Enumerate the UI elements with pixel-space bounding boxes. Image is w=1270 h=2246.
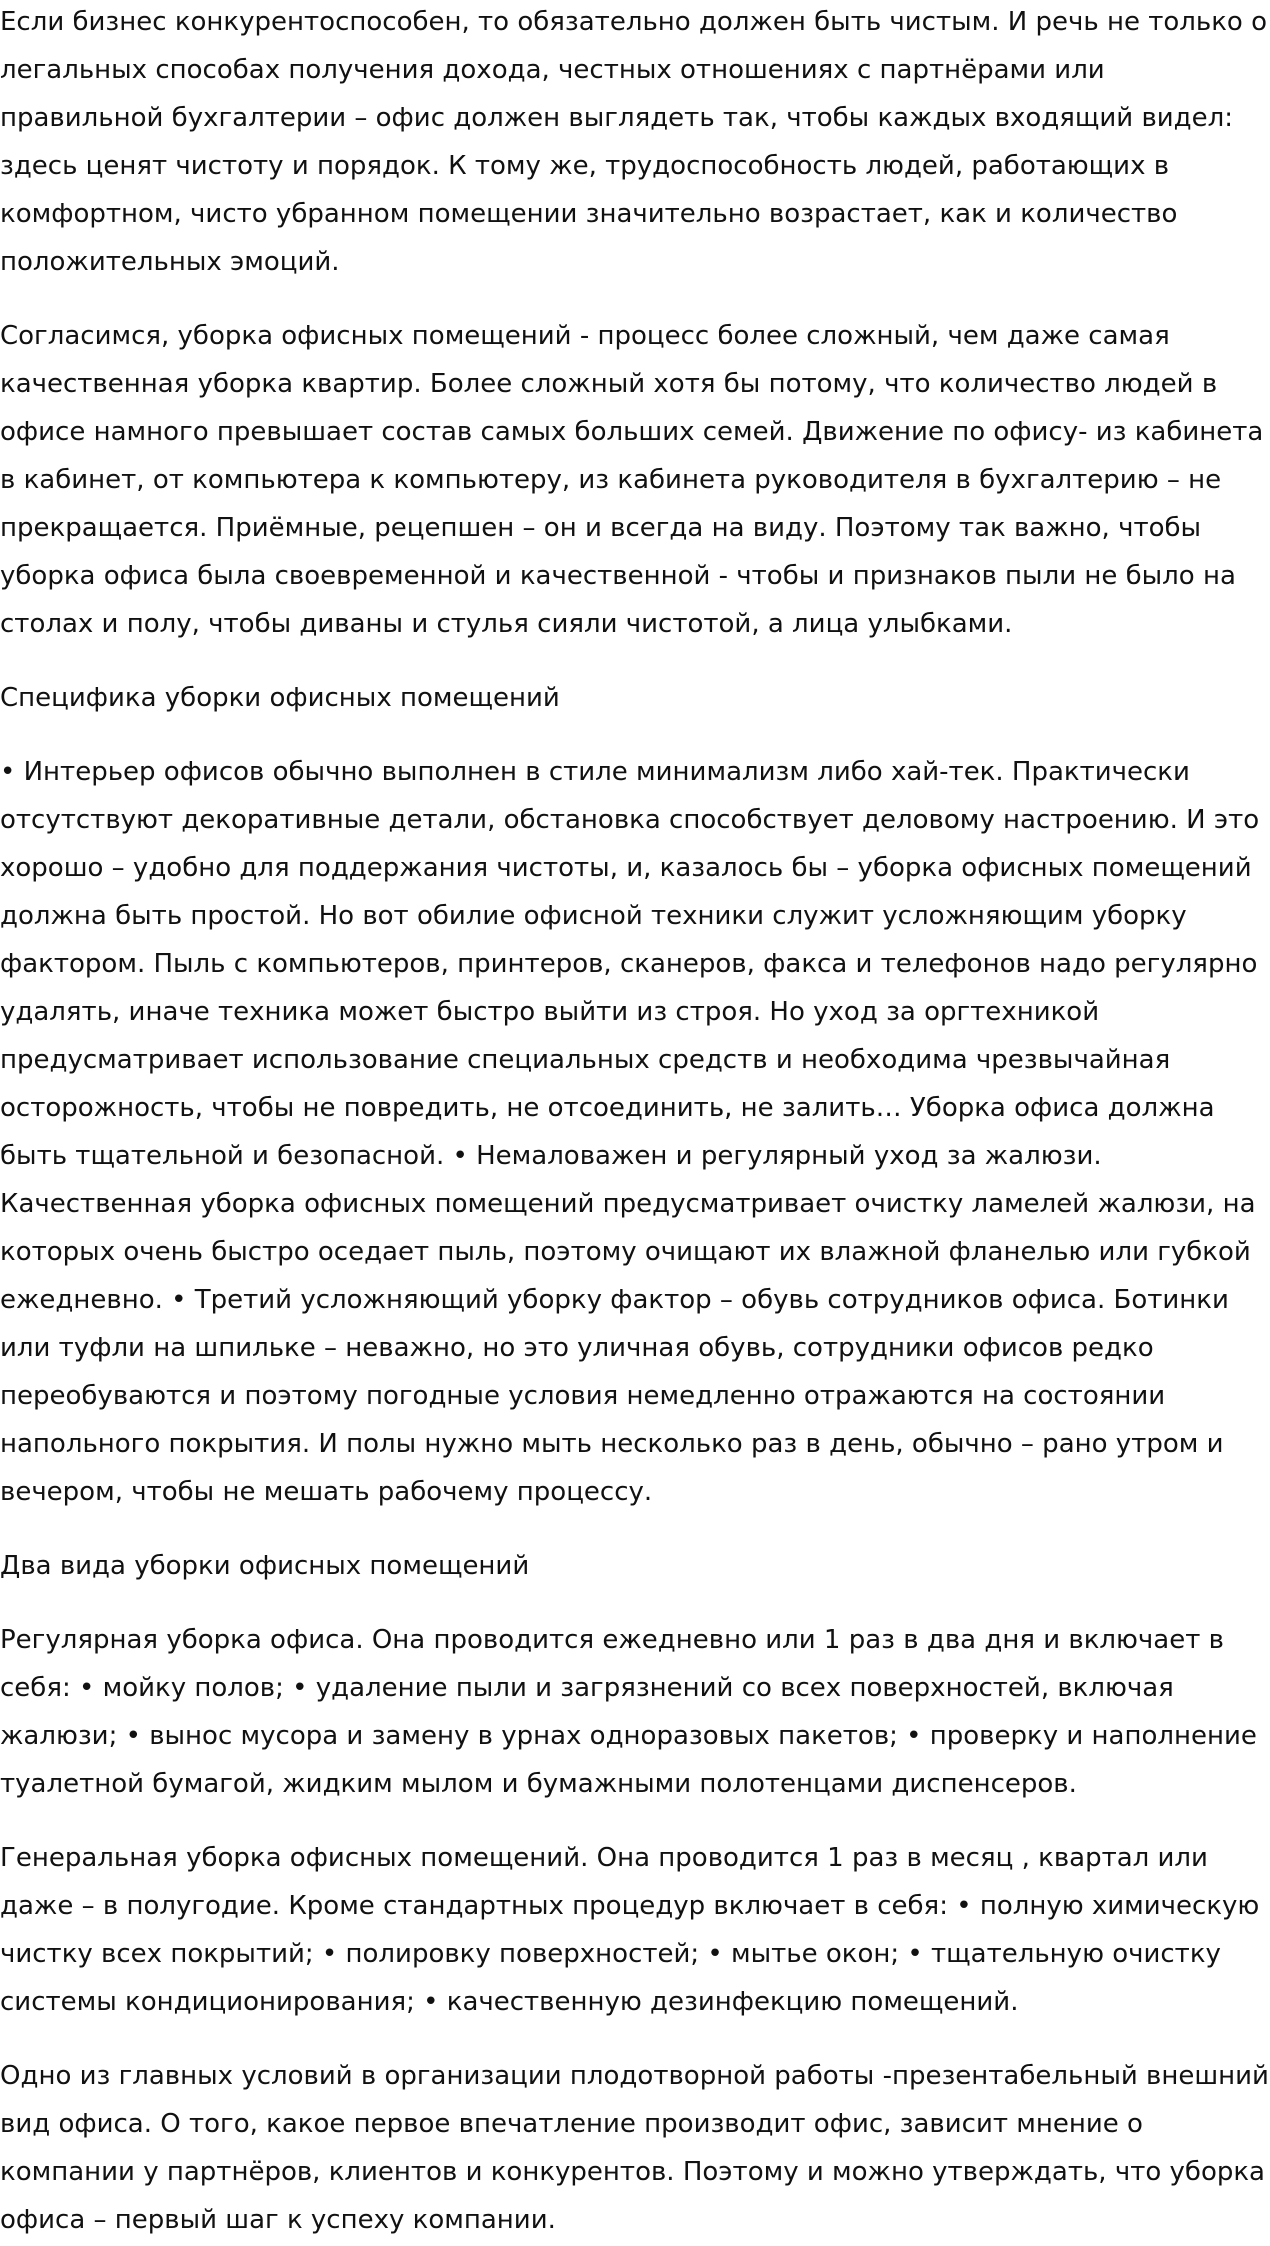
paragraph-regular-cleaning: [0, 1616, 1270, 1808]
text-line: напольного покрытия. И полы нужно мыть несколько раз в день, обычно – рано утром и: [0, 1429, 1224, 1459]
paragraph-specifics: [0, 748, 1270, 1516]
text-line: должна быть простой. Но вот обилие офисной техники служит усложняющим уборку: [0, 901, 1187, 931]
text-line: Генеральная уборка офисных помещений. Она проводится 1 раз в месяц , квартал или: [0, 1843, 1208, 1873]
paragraph-general-cleaning: [0, 1834, 1270, 2026]
text-line: вечером, чтобы не мешать рабочему процессу.: [0, 1477, 653, 1507]
text-line: Согласимся, уборка офисных помещений - процесс более сложный, чем даже самая: [0, 321, 1170, 351]
text-line: положительных эмоций.: [0, 247, 340, 277]
text-line: столах и полу, чтобы диваны и стулья сияли чистотой, а лица улыбками.: [0, 609, 1013, 639]
text-line: системы кондиционирования; • качественную дезинфекцию помещений.: [0, 1987, 1019, 2017]
text-line: предусматривает использование специальных средств и необходима чрезвычайная: [0, 1045, 1171, 1075]
text-line: удалять, иначе техника может быстро выйти из строя. Но уход за оргтехникой: [0, 997, 1100, 1027]
text-line: Одно из главных условий в организации плодотворной работы -презентабельный внешний: [0, 2061, 1269, 2091]
text-line: правильной бухгалтерии – офис должен выглядеть так, чтобы каждых входящий видел:: [0, 103, 1234, 133]
text-line: жалюзи; • вынос мусора и замену в урнах одноразовых пакетов; • проверку и наполнение: [0, 1721, 1257, 1751]
text-line: комфортном, чисто убранном помещении значительно возрастает, как и количество: [0, 199, 1178, 229]
text-line: офисе намного превышает состав самых больших семей. Движение по офису- из кабинета: [0, 417, 1264, 447]
text-line: офиса – первый шаг к успеху компании.: [0, 2205, 556, 2235]
text-line: в кабинет, от компьютера к компьютеру, из кабинета руководителя в бухгалтерию – не: [0, 465, 1222, 495]
text-line: компании у партнёров, клиентов и конкурентов. Поэтому и можно утверждать, что уборка: [0, 2157, 1265, 2187]
section-heading-specifics: Специфика уборки офисных помещений: [0, 683, 560, 713]
text-line: фактором. Пыль с компьютеров, принтеров, сканеров, факса и телефонов надо регулярно: [0, 949, 1258, 979]
text-line: осторожность, чтобы не повредить, не отсоединить, не залить… Уборка офиса должна: [0, 1093, 1215, 1123]
paragraph-complexity: [0, 312, 1270, 648]
text-line: Если бизнес конкурентоспособен, то обязательно должен быть чистым. И речь не только о: [0, 7, 1267, 37]
text-line: хорошо – удобно для поддержания чистоты, и, казалось бы – уборка офисных помещений: [0, 853, 1252, 883]
text-line: чистку всех покрытий; • полировку поверхностей; • мытье окон; • тщательную очистку: [0, 1939, 1221, 1969]
text-line: себя: • мойку полов; • удаление пыли и загрязнений со всех поверхностей, включая: [0, 1673, 1174, 1703]
text-line: качественная уборка квартир. Более сложный хотя бы потому, что количество людей в: [0, 369, 1218, 399]
text-line: уборка офиса была своевременной и качественной - чтобы и признаков пыли не было на: [0, 561, 1236, 591]
text-line: быть тщательной и безопасной. • Немаловажен и регулярный уход за жалюзи.: [0, 1141, 1102, 1171]
section-heading-types: Два вида уборки офисных помещений: [0, 1551, 530, 1581]
text-line: или туфли на шпильке – неважно, но это уличная обувь, сотрудники офисов редко: [0, 1333, 1154, 1363]
text-line: переобуваются и поэтому погодные условия немедленно отражаются на состоянии: [0, 1381, 1166, 1411]
text-line: туалетной бумагой, жидким мылом и бумажными полотенцами диспенсеров.: [0, 1769, 1077, 1799]
text-line: которых очень быстро оседает пыль, поэтому очищают их влажной фланелью или губкой: [0, 1237, 1251, 1267]
text-line: отсутствуют декоративные детали, обстановка способствует деловому настроению. И это: [0, 805, 1260, 835]
text-line: • Интерьер офисов обычно выполнен в стиле минимализм либо хай-тек. Практически: [0, 757, 1190, 787]
text-line: прекращается. Приёмные, рецепшен – он и всегда на виду. Поэтому так важно, чтобы: [0, 513, 1202, 543]
text-line: легальных способах получения дохода, честных отношениях с партнёрами или: [0, 55, 1105, 85]
text-line: Качественная уборка офисных помещений предусматривает очистку ламелей жалюзи, на: [0, 1189, 1256, 1219]
paragraph-conclusion: [0, 2052, 1270, 2244]
text-line: даже – в полугодие. Кроме стандартных процедур включает в себя: • полную химическую: [0, 1891, 1260, 1921]
paragraph-intro: [0, 0, 1270, 286]
text-line: Регулярная уборка офиса. Она проводится ежедневно или 1 раз в два дня и включает в: [0, 1625, 1224, 1655]
text-line: здесь ценят чистоту и порядок. К тому же, трудоспособность людей, работающих в: [0, 151, 1170, 181]
text-line: ежедневно. • Третий усложняющий уборку фактор – обувь сотрудников офиса. Ботинки: [0, 1285, 1229, 1315]
text-line: вид офиса. О того, какое первое впечатление производит офис, зависит мнение о: [0, 2109, 1143, 2139]
